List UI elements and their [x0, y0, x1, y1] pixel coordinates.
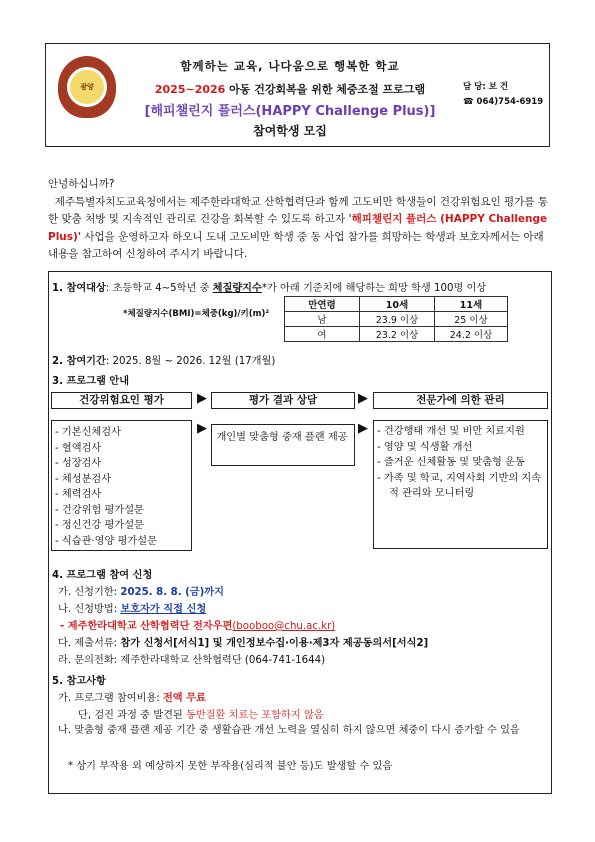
bmi-header-age: 만연령	[285, 297, 360, 312]
contact-info	[463, 80, 543, 110]
bmi-cell: 25 이상	[435, 312, 508, 327]
list-item: - 체성분검사	[55, 473, 112, 485]
step-3-list	[373, 420, 548, 549]
list-item: - 건강행태 개선 및 비만 치료지원	[377, 426, 525, 437]
recruit-title: 참여학생 모집	[253, 124, 327, 138]
school-logo	[58, 56, 116, 118]
list-item: - 성장검사	[55, 458, 102, 469]
list-item: - 체력검사	[55, 489, 102, 500]
bmi-formula: *체질량지수(BMI)=체중(kg)/키(m)²	[123, 309, 270, 319]
apply-deadline: 가. 신청기한: 2025. 8. 8. (금)까지	[58, 587, 224, 598]
bmi-header-11: 11세	[435, 297, 508, 312]
contact-person: 담 당: 보 건	[463, 82, 509, 92]
list-item: - 건강위험 평가설문	[55, 504, 144, 516]
section-program: 3. 프로그램 안내	[52, 376, 130, 387]
intro-body: 제주특별자치도교육청에서는 제주한라대학교 산학협력단과 함께 고도비만 학생들이 건강위험요인 평가를 통한 맞춤 처방 및 지속적인 관리로 건강을 회복할 수 있도록 하고자 '해피챌린지 플러스 (HAPPY Challenge Plus)' 사업을 운영하고자 하오니 도내 고도비만 학생 중 동 사업 참가를 희망하는 학생과 보호자께서는 아래 내용을 참고하여 신청하여 주시기 바랍니다.	[48, 195, 548, 260]
arrow-icon: ▶	[358, 421, 368, 436]
list-item: - 즐거운 신체활동 및 맞춤형 운동	[377, 457, 525, 468]
note-sideeffect: * 상기 부작용 외 예상하지 못한 부작용(심리적 불안 등)도 발생할 수 있음	[68, 761, 393, 772]
list-item: - 식습관·영양 평가설문	[55, 535, 157, 547]
list-item: - 기본신체검사	[55, 427, 121, 438]
program-subtitle: 2025~2026 아동 건강회복을 위한 체중조절 프로그램	[154, 83, 426, 96]
email-link[interactable]: (booboo@chu.ac.kr)	[232, 621, 336, 632]
list-item: - 가족 및 학교, 지역사회 기반의 지속적 관리와 모니터링	[377, 472, 542, 499]
step-3-title: 전문가에 의한 관리	[373, 392, 548, 409]
section-period: 2. 참여기간: 2025. 8월 ~ 2026. 12월 (17개월)	[52, 356, 276, 367]
bmi-table	[284, 296, 508, 342]
step-2-box	[211, 424, 355, 466]
note-weight: 나. 맞춤형 중재 플랜 제공 기간 중 생활습관 개선 노력을 열심히 하지 않으면 체중이 다시 증가할 수 있음	[58, 725, 520, 736]
step-1-list	[51, 420, 192, 551]
list-item: - 영양 및 식생활 개선	[377, 441, 473, 453]
list-item: 개인별 맞춤형 중재 플랜 제공	[216, 432, 348, 443]
contact-phone: ☎ 064)754-6919	[463, 97, 544, 107]
apply-email: - 제주한라대학교 산학협력단 전자우편(booboo@chu.ac.kr)	[60, 621, 336, 632]
list-item: - 정신건강 평가설문	[55, 520, 144, 531]
arrow-icon: ▶	[197, 421, 207, 436]
note-cost: 가. 프로그램 참여비용: 전액 무료	[58, 693, 206, 704]
arrow-icon: ▶	[358, 391, 368, 406]
bmi-cell: 23.9 이상	[360, 312, 435, 327]
section-participants: 1. 참여대상: 초등학교 4~5학년 중 체질량지수*가 아래 기준치에 해당하는 희망 학생 100명 이상	[52, 283, 487, 294]
bmi-cell: 23.2 이상	[360, 327, 435, 342]
section-apply: 4. 프로그램 참여 신청	[52, 570, 153, 581]
step-2-title: 평가 결과 상담	[211, 392, 355, 409]
bmi-header-10: 10세	[360, 297, 435, 312]
logo-emblem: 광양	[67, 67, 107, 107]
bmi-row-female: 여	[285, 327, 360, 342]
bmi-row-male: 남	[285, 312, 360, 327]
list-item: - 혈액검사	[55, 442, 102, 454]
school-slogan: 함께하는 교육, 나다움으로 행복한 학교	[180, 59, 400, 73]
arrow-icon: ▶	[197, 391, 207, 406]
intro-text	[48, 176, 548, 264]
apply-docs: 다. 제출서류: 참가 신청서[서식1] 및 개인정보수집·이용·제3자 제공동의서[서식2]	[58, 638, 429, 649]
note-cost-detail: 단, 검진 과정 중 발견된 동반질환 치료는 포함하지 않음	[78, 710, 324, 721]
step-1-title: 건강위험요인 평가	[51, 392, 192, 409]
bmi-cell: 24.2 이상	[435, 327, 508, 342]
bmi-table-wrap	[284, 296, 508, 342]
apply-phone: 라. 문의전화: 제주한라대학교 산학협력단 (064-741-1644)	[58, 655, 326, 666]
section-notes: 5. 참고사항	[52, 676, 106, 687]
program-name: [해피챌린지 플러스(HAPPY Challenge Plus)]	[144, 104, 436, 119]
apply-method: 나. 신청방법: 보호자가 직접 신청	[58, 604, 207, 615]
greeting: 안녕하십니까?	[48, 178, 115, 190]
